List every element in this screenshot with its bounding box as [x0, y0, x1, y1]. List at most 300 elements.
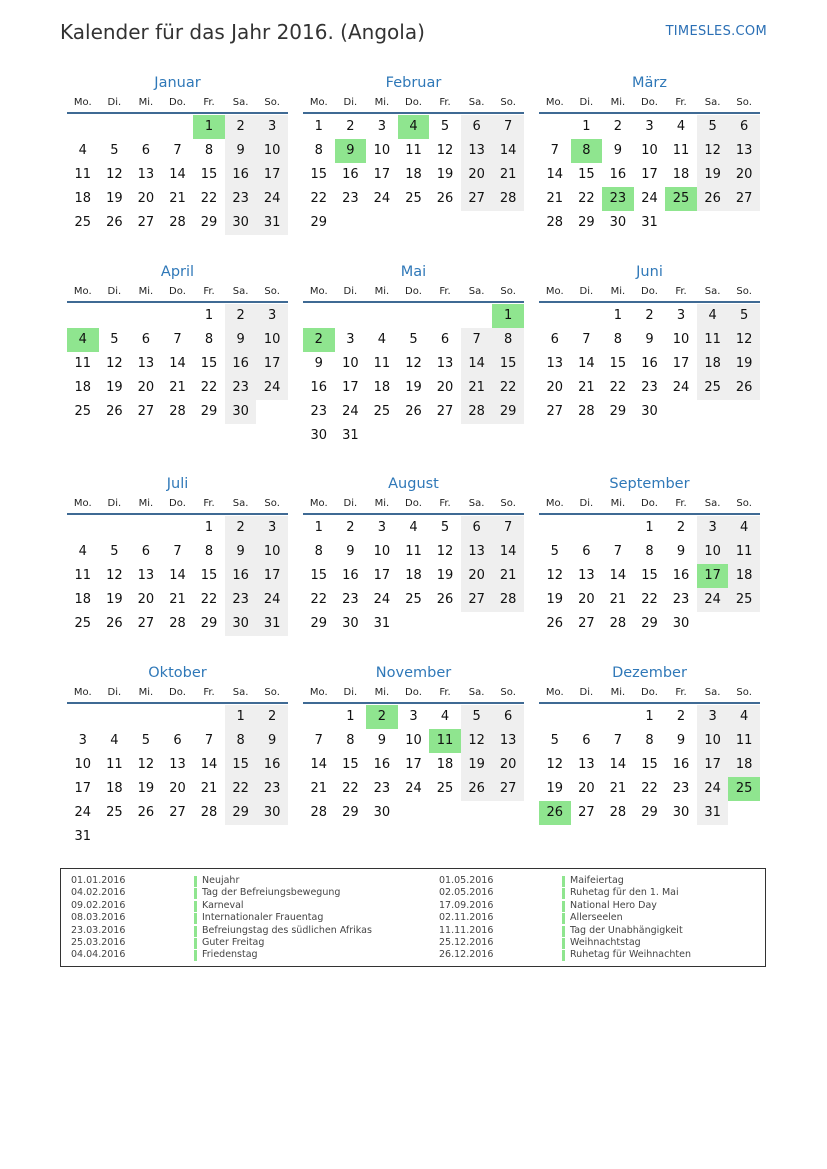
- day-cell: 9: [225, 139, 257, 163]
- weekday-label: Mo.: [309, 498, 328, 509]
- day-cell: 24: [641, 191, 658, 206]
- weekday-label: Mo.: [545, 97, 564, 108]
- day-cell: 5: [110, 332, 119, 347]
- weekday-label: So.: [736, 286, 752, 297]
- holiday-marker: [194, 888, 197, 899]
- day-cell: 3: [377, 520, 387, 535]
- day-cell: 2: [225, 115, 257, 139]
- weekday-header: [303, 283, 524, 303]
- day-cell: 30: [373, 805, 391, 820]
- day-cell: 23: [225, 588, 257, 612]
- weekday-label: Do.: [641, 687, 658, 698]
- day-cell: 27: [137, 215, 155, 230]
- day-grid: [67, 114, 288, 235]
- month-block: [539, 261, 760, 424]
- day-cell: 22: [342, 781, 359, 796]
- day-cell: 1: [346, 709, 355, 724]
- day-cell: 8: [204, 544, 214, 559]
- legend-date: 04.04.2016: [71, 949, 126, 961]
- day-cell: 28: [461, 400, 493, 424]
- day-cell: 22: [578, 191, 595, 206]
- empty-cell: [67, 516, 99, 540]
- weekday-header: [67, 94, 288, 114]
- day-cell: 29: [641, 805, 658, 820]
- legend-date: 23.03.2016: [71, 924, 126, 936]
- holiday-day-cell: 26: [539, 801, 571, 825]
- empty-cell: [162, 115, 194, 139]
- day-cell: 16: [641, 356, 658, 371]
- day-grid: [303, 114, 524, 235]
- day-cell: 5: [461, 705, 493, 729]
- day-cell: 23: [641, 380, 658, 395]
- legend-date: 11.11.2016: [439, 924, 494, 936]
- month-name: Juni: [636, 264, 663, 280]
- day-cell: 23: [342, 592, 359, 607]
- day-cell: 27: [492, 777, 524, 801]
- empty-cell: [539, 705, 571, 729]
- day-cell: 19: [106, 592, 123, 607]
- day-cell: 21: [578, 380, 595, 395]
- legend-date: 01.05.2016: [439, 875, 494, 886]
- month-block: [303, 662, 524, 825]
- day-cell: 27: [137, 404, 155, 419]
- weekday-label: Mo.: [73, 97, 92, 108]
- day-cell: 31: [256, 612, 288, 636]
- day-cell: 8: [645, 544, 654, 559]
- day-cell: 12: [436, 143, 454, 158]
- day-cell: 18: [728, 753, 760, 777]
- day-cell: 20: [461, 163, 493, 187]
- weekday-header: [539, 495, 760, 515]
- day-cell: 29: [225, 801, 257, 825]
- day-cell: 14: [578, 356, 595, 371]
- day-cell: 18: [436, 757, 454, 772]
- weekday-label: Sa.: [468, 97, 485, 108]
- day-cell: 24: [697, 777, 729, 801]
- day-cell: 6: [550, 332, 559, 347]
- day-grid: [539, 704, 760, 825]
- day-cell: 29: [310, 215, 328, 230]
- legend-date: 08.03.2016: [71, 912, 126, 924]
- day-cell: 30: [225, 400, 257, 424]
- holiday-day-cell: 1: [193, 115, 225, 139]
- weekday-label: Do.: [641, 498, 658, 509]
- weekday-label: Sa.: [468, 286, 485, 297]
- day-cell: 15: [200, 568, 218, 583]
- day-cell: 10: [641, 143, 658, 158]
- holiday-day-cell: 1: [492, 304, 524, 328]
- day-cell: 14: [169, 568, 186, 583]
- day-cell: 3: [78, 733, 87, 748]
- day-cell: 19: [461, 753, 493, 777]
- day-cell: 31: [74, 829, 92, 844]
- day-cell: 25: [728, 588, 760, 612]
- day-cell: 19: [106, 380, 123, 395]
- day-cell: 20: [546, 380, 564, 395]
- day-cell: 21: [546, 191, 564, 206]
- holiday-marker: [562, 901, 565, 912]
- weekday-label: Di.: [343, 687, 358, 698]
- weekday-label: Fr.: [203, 498, 215, 509]
- month-name: Januar: [154, 75, 201, 91]
- day-cell: 5: [110, 143, 119, 158]
- day-cell: 11: [106, 757, 123, 772]
- weekday-label: Fr.: [439, 687, 451, 698]
- day-cell: 19: [137, 781, 155, 796]
- day-cell: 18: [697, 352, 729, 376]
- day-cell: 17: [373, 568, 391, 583]
- day-cell: 7: [204, 733, 214, 748]
- day-cell: 19: [405, 380, 422, 395]
- weekday-label: Fr.: [675, 97, 687, 108]
- day-cell: 27: [137, 616, 155, 631]
- day-cell: 3: [697, 705, 729, 729]
- weekday-label: Mi.: [374, 286, 390, 297]
- weekday-label: Mi.: [374, 498, 390, 509]
- day-cell: 14: [461, 352, 493, 376]
- day-cell: 12: [461, 729, 493, 753]
- day-cell: 15: [200, 167, 218, 182]
- day-cell: 9: [676, 733, 686, 748]
- weekday-label: Di.: [343, 498, 358, 509]
- day-cell: 12: [106, 356, 123, 371]
- day-cell: 24: [373, 191, 391, 206]
- day-cell: 13: [578, 757, 595, 772]
- day-cell: 8: [645, 733, 654, 748]
- empty-cell: [461, 304, 493, 328]
- weekday-label: Fr.: [439, 286, 451, 297]
- weekday-label: Mi.: [138, 97, 154, 108]
- legend-holiday-name: Maifeiertag: [570, 875, 624, 886]
- legend-date: 01.01.2016: [71, 875, 126, 886]
- weekday-label: Di.: [343, 97, 358, 108]
- month-block: [539, 662, 760, 825]
- day-cell: 4: [440, 709, 450, 724]
- day-cell: 9: [613, 143, 623, 158]
- weekday-header: [67, 495, 288, 515]
- empty-cell: [398, 304, 430, 328]
- day-grid: [539, 303, 760, 424]
- day-cell: 23: [342, 191, 359, 206]
- day-cell: 24: [697, 588, 729, 612]
- holiday-marker: [194, 901, 197, 912]
- day-cell: 10: [342, 356, 359, 371]
- day-cell: 4: [676, 119, 686, 134]
- day-cell: 26: [106, 404, 123, 419]
- day-cell: 23: [225, 376, 257, 400]
- day-cell: 14: [310, 757, 328, 772]
- legend-item: [439, 937, 691, 949]
- empty-cell: [130, 516, 162, 540]
- day-cell: 15: [342, 757, 359, 772]
- holiday-marker: [562, 938, 565, 949]
- month-block: [303, 261, 524, 448]
- weekday-header: [303, 684, 524, 704]
- weekday-label: So.: [736, 687, 752, 698]
- legend-holiday-name: Ruhetag für den 1. Mai: [570, 887, 679, 899]
- day-cell: 1: [613, 308, 623, 323]
- day-cell: 29: [200, 215, 218, 230]
- day-cell: 17: [256, 163, 288, 187]
- day-cell: 9: [346, 544, 355, 559]
- weekday-header: [67, 283, 288, 303]
- empty-cell: [571, 304, 603, 328]
- day-grid: [67, 704, 288, 849]
- page-title: Kalender für das Jahr 2016. (Angola): [60, 20, 425, 44]
- weekday-label: Fr.: [203, 687, 215, 698]
- day-cell: 22: [609, 380, 627, 395]
- day-cell: 2: [225, 516, 257, 540]
- month-name: April: [160, 264, 195, 280]
- legend-date: 26.12.2016: [439, 949, 494, 961]
- weekday-label: Mo.: [309, 97, 328, 108]
- day-cell: 28: [609, 805, 627, 820]
- legend-holiday-name: Guter Freitag: [202, 936, 265, 948]
- day-cell: 10: [256, 540, 288, 564]
- weekday-label: Do.: [641, 286, 658, 297]
- legend-item: [439, 925, 691, 937]
- legend-holiday-name: Karneval: [202, 899, 244, 911]
- day-cell: 25: [405, 592, 422, 607]
- day-cell: 5: [550, 544, 559, 559]
- day-cell: 13: [137, 167, 155, 182]
- day-cell: 22: [492, 376, 524, 400]
- day-cell: 10: [373, 544, 391, 559]
- weekday-label: Do.: [405, 687, 422, 698]
- day-cell: 27: [546, 404, 564, 419]
- day-cell: 2: [346, 520, 355, 535]
- brand-link[interactable]: TIMESLES.COM: [665, 24, 767, 39]
- day-cell: 28: [609, 616, 627, 631]
- day-cell: 26: [436, 592, 454, 607]
- day-cell: 27: [169, 805, 186, 820]
- day-cell: 18: [74, 191, 92, 206]
- day-cell: 1: [314, 520, 323, 535]
- weekday-label: Mi.: [374, 97, 390, 108]
- day-cell: 11: [74, 356, 92, 371]
- day-cell: 2: [346, 119, 355, 134]
- day-cell: 3: [409, 709, 418, 724]
- weekday-header: [303, 495, 524, 515]
- holiday-marker: [562, 888, 565, 899]
- day-cell: 21: [492, 163, 524, 187]
- weekday-label: Fr.: [203, 97, 215, 108]
- day-cell: 22: [641, 592, 658, 607]
- day-cell: 3: [645, 119, 654, 134]
- weekday-label: Di.: [343, 286, 358, 297]
- day-cell: 2: [225, 304, 257, 328]
- day-cell: 26: [728, 376, 760, 400]
- weekday-label: Fr.: [439, 498, 451, 509]
- day-cell: 7: [582, 332, 591, 347]
- day-cell: 7: [461, 328, 493, 352]
- month-name: August: [388, 476, 439, 492]
- holiday-day-cell: 23: [602, 187, 634, 211]
- day-grid: [539, 114, 760, 235]
- day-cell: 11: [373, 356, 391, 371]
- day-cell: 14: [200, 757, 218, 772]
- day-cell: 8: [346, 733, 355, 748]
- day-grid: [303, 515, 524, 636]
- day-cell: 26: [405, 404, 422, 419]
- weekday-label: Mo.: [309, 286, 328, 297]
- day-cell: 1: [204, 520, 214, 535]
- day-cell: 14: [169, 356, 186, 371]
- day-cell: 15: [609, 356, 627, 371]
- day-cell: 22: [225, 777, 257, 801]
- weekday-label: Do.: [169, 97, 186, 108]
- weekday-label: Fr.: [203, 286, 215, 297]
- day-cell: 8: [204, 332, 214, 347]
- day-cell: 9: [377, 733, 387, 748]
- empty-cell: [193, 705, 225, 729]
- weekday-label: Mo.: [309, 687, 328, 698]
- day-cell: 10: [405, 733, 422, 748]
- weekday-label: So.: [736, 498, 752, 509]
- day-cell: 5: [110, 544, 119, 559]
- day-cell: 28: [546, 215, 564, 230]
- day-cell: 6: [141, 143, 151, 158]
- day-cell: 18: [74, 380, 92, 395]
- day-cell: 15: [641, 757, 658, 772]
- weekday-label: Di.: [579, 498, 594, 509]
- day-cell: 1: [225, 705, 257, 729]
- day-cell: 29: [641, 616, 658, 631]
- legend-holiday-name: Befreiungstag des südlichen Afrikas: [202, 924, 372, 936]
- month-name: Februar: [385, 75, 442, 91]
- day-cell: 15: [310, 568, 328, 583]
- day-cell: 17: [672, 356, 690, 371]
- day-cell: 24: [373, 592, 391, 607]
- day-cell: 17: [74, 781, 92, 796]
- day-cell: 8: [225, 729, 257, 753]
- day-cell: 10: [256, 139, 288, 163]
- weekday-label: Fr.: [675, 286, 687, 297]
- day-cell: 6: [173, 733, 182, 748]
- empty-cell: [366, 304, 398, 328]
- weekday-label: So.: [500, 687, 516, 698]
- holiday-day-cell: 8: [571, 139, 603, 163]
- day-cell: 3: [676, 308, 686, 323]
- month-name: März: [632, 75, 667, 91]
- empty-cell: [602, 516, 634, 540]
- weekday-label: Do.: [169, 498, 186, 509]
- legend-item: [71, 875, 372, 887]
- day-cell: 12: [728, 328, 760, 352]
- weekday-label: So.: [736, 97, 752, 108]
- day-cell: 5: [409, 332, 418, 347]
- day-cell: 26: [106, 616, 123, 631]
- day-cell: 11: [672, 143, 690, 158]
- day-cell: 25: [373, 404, 391, 419]
- legend-date: 02.05.2016: [439, 887, 494, 899]
- weekday-label: So.: [264, 687, 280, 698]
- legend-column-right: [439, 875, 691, 962]
- day-cell: 6: [141, 332, 151, 347]
- day-cell: 4: [78, 143, 87, 158]
- day-cell: 20: [728, 163, 760, 187]
- weekday-label: Sa.: [232, 687, 249, 698]
- weekday-label: Di.: [579, 97, 594, 108]
- day-cell: 28: [200, 805, 218, 820]
- weekday-header: [303, 94, 524, 114]
- day-cell: 16: [609, 167, 627, 182]
- holiday-marker: [194, 938, 197, 949]
- day-cell: 4: [377, 332, 387, 347]
- month-block: [303, 72, 524, 235]
- empty-cell: [602, 705, 634, 729]
- day-cell: 13: [546, 356, 564, 371]
- weekday-label: Di.: [579, 687, 594, 698]
- day-cell: 12: [546, 757, 564, 772]
- day-cell: 23: [310, 404, 328, 419]
- day-cell: 13: [492, 729, 524, 753]
- day-cell: 3: [697, 516, 729, 540]
- legend-item: [71, 887, 372, 899]
- day-cell: 10: [256, 328, 288, 352]
- day-cell: 25: [697, 376, 729, 400]
- day-cell: 23: [672, 592, 690, 607]
- day-cell: 16: [225, 163, 257, 187]
- holiday-marker: [562, 913, 565, 924]
- day-cell: 16: [256, 753, 288, 777]
- day-cell: 26: [106, 215, 123, 230]
- day-cell: 3: [256, 516, 288, 540]
- day-cell: 17: [373, 167, 391, 182]
- legend-item: [439, 949, 691, 961]
- day-cell: 4: [110, 733, 119, 748]
- holiday-marker: [194, 926, 197, 937]
- day-cell: 24: [256, 376, 288, 400]
- day-cell: 25: [74, 616, 92, 631]
- weekday-label: Mo.: [73, 286, 92, 297]
- weekday-label: Sa.: [704, 286, 721, 297]
- day-cell: 29: [609, 404, 627, 419]
- day-cell: 14: [492, 139, 524, 163]
- day-cell: 15: [641, 568, 658, 583]
- day-cell: 19: [436, 568, 454, 583]
- day-cell: 1: [204, 308, 214, 323]
- day-cell: 7: [173, 544, 182, 559]
- day-cell: 28: [492, 588, 524, 612]
- weekday-label: Sa.: [468, 687, 485, 698]
- day-cell: 20: [436, 380, 454, 395]
- month-name: Dezember: [612, 665, 687, 681]
- day-cell: 7: [314, 733, 323, 748]
- holiday-day-cell: 17: [697, 564, 729, 588]
- day-cell: 26: [436, 191, 454, 206]
- day-cell: 16: [342, 568, 359, 583]
- day-cell: 21: [609, 592, 627, 607]
- day-cell: 16: [225, 352, 257, 376]
- day-cell: 28: [169, 404, 186, 419]
- empty-cell: [130, 304, 162, 328]
- day-cell: 6: [461, 115, 493, 139]
- empty-cell: [303, 705, 335, 729]
- day-cell: 21: [169, 592, 186, 607]
- empty-cell: [130, 705, 162, 729]
- weekday-label: So.: [500, 286, 516, 297]
- empty-cell: [67, 304, 99, 328]
- legend-item: [71, 912, 372, 924]
- legend-date: 25.03.2016: [71, 936, 126, 948]
- day-cell: 11: [74, 568, 92, 583]
- day-cell: 5: [440, 520, 450, 535]
- weekday-label: Mi.: [610, 97, 626, 108]
- day-cell: 12: [405, 356, 422, 371]
- day-cell: 15: [310, 167, 328, 182]
- day-cell: 28: [578, 404, 595, 419]
